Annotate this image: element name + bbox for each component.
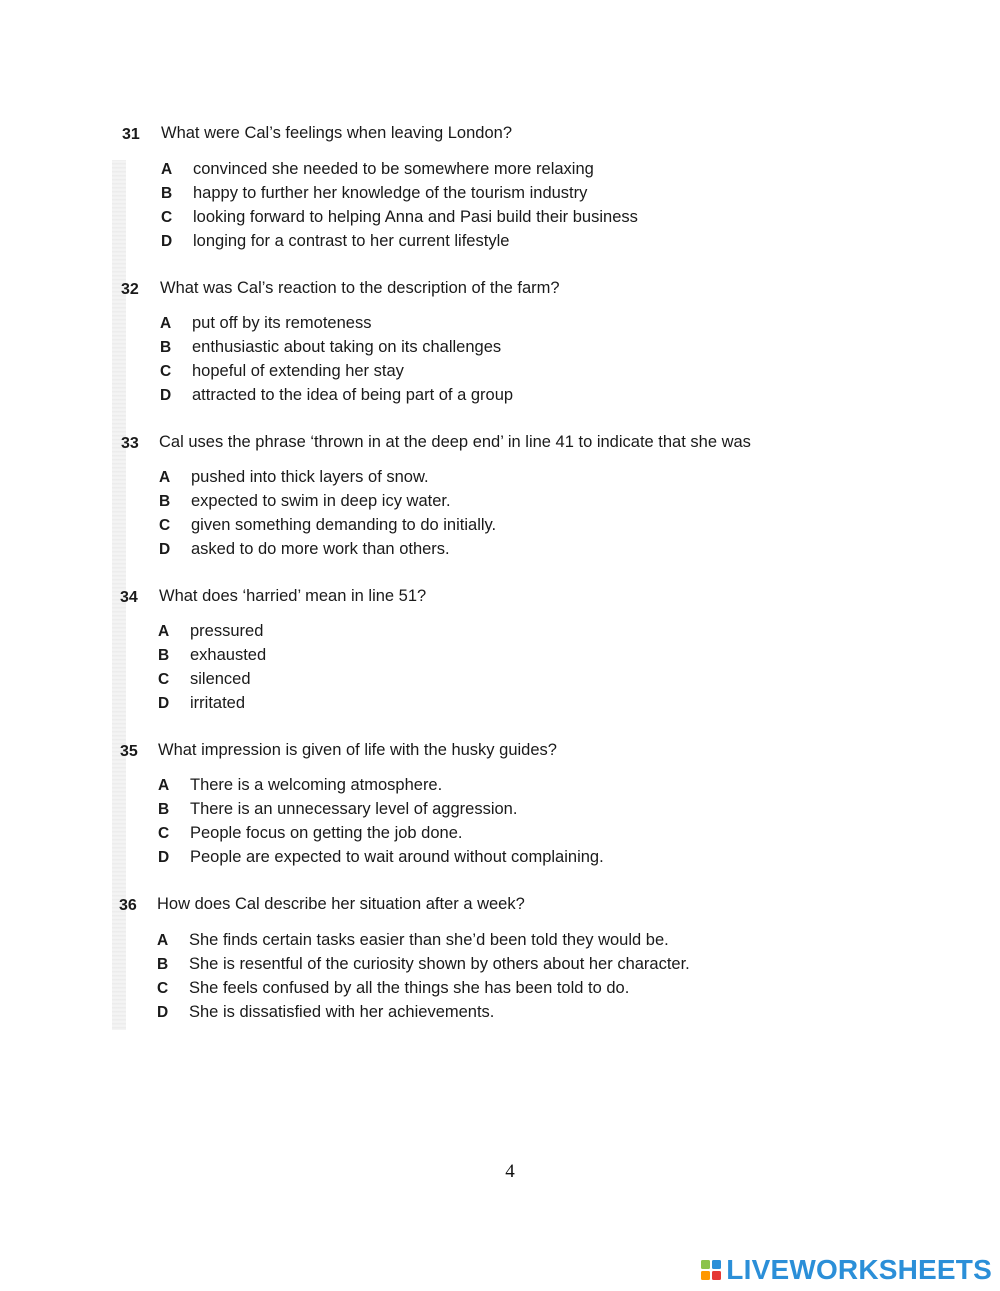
option-31-b[interactable] [0, 184, 900, 208]
option-text: She feels confused by all the things she has been told to do. [189, 979, 630, 997]
option-35-a[interactable] [0, 776, 900, 800]
option-34-d[interactable] [0, 694, 900, 718]
option-32-c[interactable] [0, 362, 900, 386]
option-letter: D [159, 541, 171, 558]
option-36-d[interactable] [0, 1003, 900, 1027]
option-letter: B [157, 956, 169, 973]
option-34-a[interactable] [0, 622, 900, 646]
option-letter: D [158, 849, 170, 866]
option-letter: A [161, 161, 173, 178]
option-text: There is an unnecessary level of aggression. [190, 800, 518, 818]
liveworksheets-logo-icon [700, 1258, 722, 1282]
option-letter: D [160, 387, 172, 404]
option-text: She is dissatisfied with her achievements. [189, 1003, 495, 1021]
option-letter: A [158, 623, 170, 640]
question-number: 33 [121, 435, 139, 452]
question-number: 36 [119, 897, 137, 914]
option-text: There is a welcoming atmosphere. [190, 776, 443, 794]
question-text: What does ‘harried’ mean in line 51? [159, 587, 427, 605]
brand-text: LIVEWORKSHEETS [726, 1254, 992, 1285]
option-31-a[interactable] [0, 160, 900, 184]
option-letter: C [158, 671, 170, 688]
option-letter: B [160, 339, 172, 356]
option-31-c[interactable] [0, 208, 900, 232]
option-text: enthusiastic about taking on its challenges [192, 338, 502, 356]
option-36-b[interactable] [0, 955, 900, 979]
option-letter: B [158, 801, 170, 818]
option-32-a[interactable] [0, 314, 900, 338]
option-text: pressured [190, 622, 264, 640]
option-text: silenced [190, 670, 251, 688]
option-text: irritated [190, 694, 246, 712]
option-33-a[interactable] [0, 468, 900, 492]
option-35-d[interactable] [0, 848, 900, 872]
option-letter: D [157, 1004, 169, 1021]
option-36-c[interactable] [0, 979, 900, 1003]
option-36-a[interactable] [0, 931, 900, 955]
option-letter: A [159, 469, 171, 486]
option-letter: B [158, 647, 170, 664]
option-letter: D [161, 233, 173, 250]
option-34-c[interactable] [0, 670, 900, 694]
option-text: looking forward to helping Anna and Pasi build their business [193, 208, 638, 226]
question-text: What was Cal’s reaction to the description of the farm? [160, 279, 560, 297]
option-text: longing for a contrast to her current lifestyle [193, 232, 510, 250]
option-33-d[interactable] [0, 540, 900, 564]
option-34-b[interactable] [0, 646, 900, 670]
liveworksheets-brand[interactable] [700, 1254, 992, 1286]
option-32-b[interactable] [0, 338, 900, 362]
option-letter: C [159, 517, 171, 534]
question-text: Cal uses the phrase ‘thrown in at the deep end’ in line 41 to indicate that she was [159, 433, 751, 451]
option-text: attracted to the idea of being part of a group [192, 386, 514, 404]
option-text: exhausted [190, 646, 267, 664]
option-text: pushed into thick layers of snow. [191, 468, 429, 486]
option-text: People focus on getting the job done. [190, 824, 463, 842]
option-text: She is resentful of the curiosity shown by others about her character. [189, 955, 690, 973]
option-text: hopeful of extending her stay [192, 362, 404, 380]
page-number: 4 [505, 1161, 515, 1182]
question-number: 35 [120, 743, 138, 760]
option-35-b[interactable] [0, 800, 900, 824]
option-text: She finds certain tasks easier than she’d been told they would be. [189, 931, 669, 949]
option-text: happy to further her knowledge of the tourism industry [193, 184, 588, 202]
option-letter: A [160, 315, 172, 332]
option-letter: C [160, 363, 172, 380]
option-text: given something demanding to do initially. [191, 516, 497, 534]
question-number: 34 [120, 589, 138, 606]
option-text: convinced she needed to be somewhere more relaxing [193, 160, 594, 178]
option-letter: A [157, 932, 169, 949]
option-35-c[interactable] [0, 824, 900, 848]
option-letter: B [159, 493, 171, 510]
option-33-b[interactable] [0, 492, 900, 516]
option-letter: A [158, 777, 170, 794]
option-31-d[interactable] [0, 232, 900, 256]
option-text: asked to do more work than others. [191, 540, 450, 558]
option-text: put off by its remoteness [192, 314, 372, 332]
question-text: What were Cal’s feelings when leaving London? [161, 124, 512, 142]
question-text: What impression is given of life with the husky guides? [158, 741, 557, 759]
option-letter: C [157, 980, 169, 997]
question-text: How does Cal describe her situation after a week? [157, 895, 525, 913]
option-letter: B [161, 185, 173, 202]
option-text: People are expected to wait around without complaining. [190, 848, 604, 866]
option-letter: C [158, 825, 170, 842]
option-33-c[interactable] [0, 516, 900, 540]
question-number: 32 [121, 281, 139, 298]
option-32-d[interactable] [0, 386, 900, 410]
option-text: expected to swim in deep icy water. [191, 492, 451, 510]
option-letter: C [161, 209, 173, 226]
option-letter: D [158, 695, 170, 712]
question-number: 31 [122, 126, 140, 143]
